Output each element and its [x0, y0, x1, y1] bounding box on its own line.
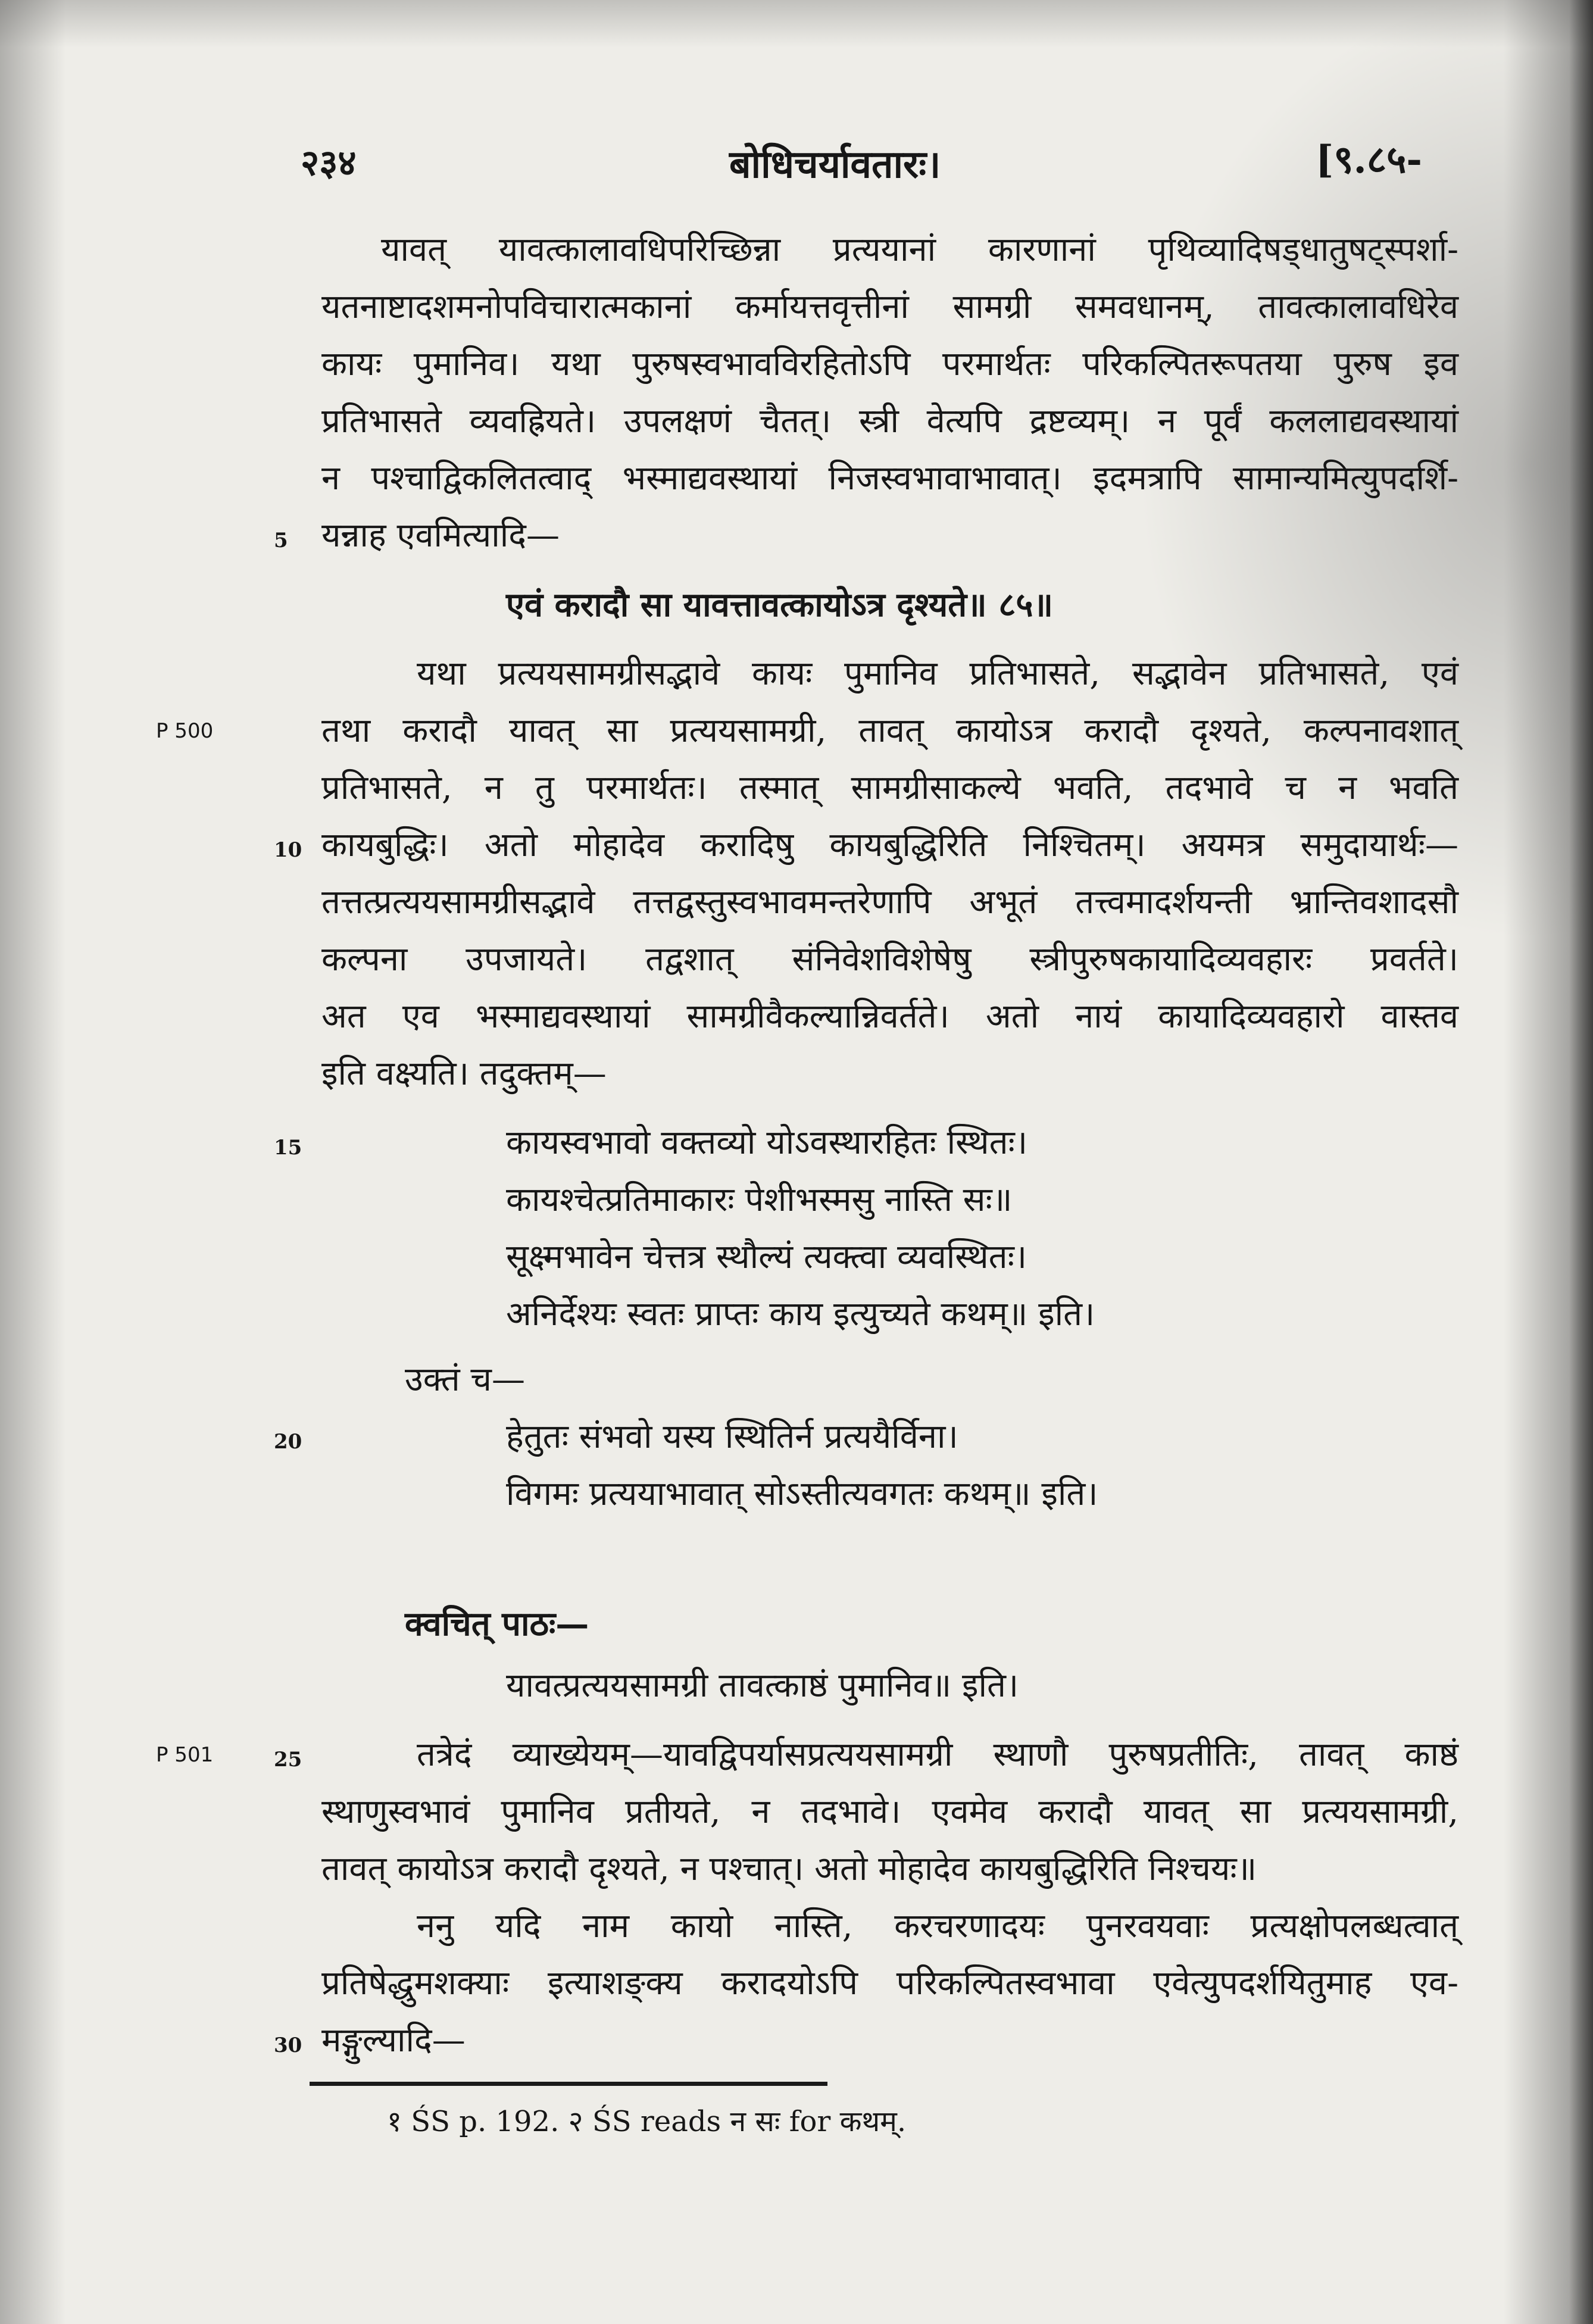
line-number: 5: [274, 529, 288, 552]
text-line: यावत् यावत्कालावधिपरिच्छिन्ना प्रत्ययानां कारणानां पृथिव्यादिषड्धातुषट्स्पर्शा-: [381, 230, 1458, 269]
text-line: उक्तं च—: [405, 1360, 525, 1399]
verse-line: हेतुतः संभवो यस्य स्थितिर्न प्रत्ययैर्विना।: [506, 1417, 958, 1456]
page-edge-shadow: [1569, 0, 1593, 2324]
text-line: प्रतिषेद्धुमशक्याः इत्याशङ्क्य करादयोऽपि परिकल्पितस्वभावा एवेत्युपदर्शयितुमाह एव-: [321, 1964, 1458, 2003]
text-line: तावत् कायोऽत्र करादौ दृश्यते, न पश्चात्। अतो मोहादेव कायबुद्धिरिति निश्चयः॥: [321, 1850, 1257, 1888]
text-line: कायः पुमानिव। यथा पुरुषस्वभावविरहितोऽपि परमार्थतः परिकल्पितरूपतया पुरुष इव: [321, 345, 1458, 383]
text-line: तथा करादौ यावत् सा प्रत्ययसामग्री, तावत् कायोऽत्र करादौ दृश्यते, कल्पनावशात्: [321, 711, 1458, 750]
verse-line: सूक्ष्मभावेन चेत्तत्र स्थौल्यं त्यक्त्वा व्यवस्थितः।: [506, 1238, 1027, 1276]
verse-line: यावत्प्रत्ययसामग्री तावत्काष्ठं पुमानिव॥ इति।: [506, 1666, 1019, 1705]
verse-line: एवं करादौ सा यावत्तावत्कायोऽत्र दृश्यते॥ ८५॥: [506, 585, 1054, 624]
footnote-rule: [310, 2082, 827, 2086]
text-line: इति वक्ष्यति। तदुक्तम्—: [321, 1054, 607, 1093]
text-line: कायबुद्धिः। अतो मोहादेव करादिषु कायबुद्धिरिति निश्चितम्। अयमत्र समुदायार्थः—: [321, 826, 1458, 864]
page-number: २३४: [301, 142, 357, 184]
text-line: यन्नाह एवमित्यादि—: [321, 516, 560, 555]
text-line: मङ्गुल्यादि—: [321, 2021, 466, 2060]
text-line: तत्तत्प्रत्ययसामग्रीसद्भावे तत्तद्वस्तुस्वभावमन्तरेणापि अभूतं तत्त्वमादर्शयन्ती भ्रान्तिवशादसौ: [321, 883, 1458, 922]
text-line: कल्पना उपजायते। तद्वशात् संनिवेशविशेषेषु स्त्रीपुरुषकायादिव्यवहारः प्रवर्तते।: [321, 940, 1458, 979]
text-line: स्थाणुस्वभावं पुमानिव प्रतीयते, न तदभावे। एवमेव करादौ यावत् सा प्रत्ययसामग्री,: [321, 1792, 1458, 1831]
text-line: यथा प्रत्ययसामग्रीसद्भावे कायः पुमानिव प्रतिभासते, सद्भावेन प्रतिभासते, एवं: [417, 654, 1458, 693]
line-number: 25: [274, 1748, 302, 1772]
footnote: १ ŚS p. 192. २ ŚS reads न सः for कथम्.: [387, 2105, 907, 2138]
verse-line: विगमः प्रत्ययाभावात् सोऽस्तीत्यवगतः कथम्॥ इति।: [506, 1475, 1098, 1513]
running-header: [0, 119, 1593, 190]
line-number: 15: [274, 1136, 302, 1160]
text-line: क्वचित् पाठः—: [405, 1604, 589, 1644]
page-reference: P 500: [156, 719, 214, 743]
text-line: ननु यदि नाम कायो नास्ति, करचरणादयः पुनरवयवाः प्रत्यक्षोपलब्धत्वात्: [417, 1907, 1458, 1945]
verse-line: कायश्चेत्प्रतिमाकारः पेशीभस्मसु नास्ति सः॥: [506, 1180, 1013, 1219]
line-number: 10: [274, 838, 302, 862]
verse-line: अनिर्देश्यः स्वतः प्राप्तः काय इत्युच्यते कथम्॥ इति।: [506, 1295, 1095, 1333]
page-reference: P 501: [156, 1743, 214, 1767]
text-line: न पश्चाद्विकलितत्वाद् भस्माद्यवस्थायां निजस्वभावाभावात्। इदमत्रापि सामान्यमित्युपदर्शि-: [321, 459, 1458, 498]
text-line: प्रतिभासते, न तु परमार्थतः। तस्मात् सामग्रीसाकल्ये भवति, तदभावे च न भवति: [321, 769, 1458, 807]
section-reference: [९.८५-: [1316, 138, 1422, 182]
text-line: तत्रेदं व्याख्येयम्—यावद्विपर्यासप्रत्ययसामग्री स्थाणौ पुरुषप्रतीतिः, तावत् काष्ठं: [417, 1735, 1458, 1774]
line-number: 20: [274, 1430, 302, 1454]
line-number: 30: [274, 2034, 302, 2057]
text-line: प्रतिभासते व्यवह्रियते। उपलक्षणं चैतत्। स्त्री वेत्यपि द्रष्टव्यम्। न पूर्वं कललाद्यवस्थायां: [321, 402, 1458, 441]
verse-line: कायस्वभावो वक्तव्यो योऽवस्थारहितः स्थितः।: [506, 1123, 1028, 1162]
text-line: यतनाष्टादशमनोपविचारात्मकानां कर्मायत्तवृत्तीनां सामग्री समवधानम्, तावत्कालावधिरेव: [321, 288, 1458, 326]
book-title: बोधिचर्यावतारः।: [729, 142, 941, 187]
text-line: अत एव भस्माद्यवस्थायां सामग्रीवैकल्यान्निवर्तते। अतो नायं कायादिव्यवहारो वास्तव: [321, 997, 1458, 1036]
